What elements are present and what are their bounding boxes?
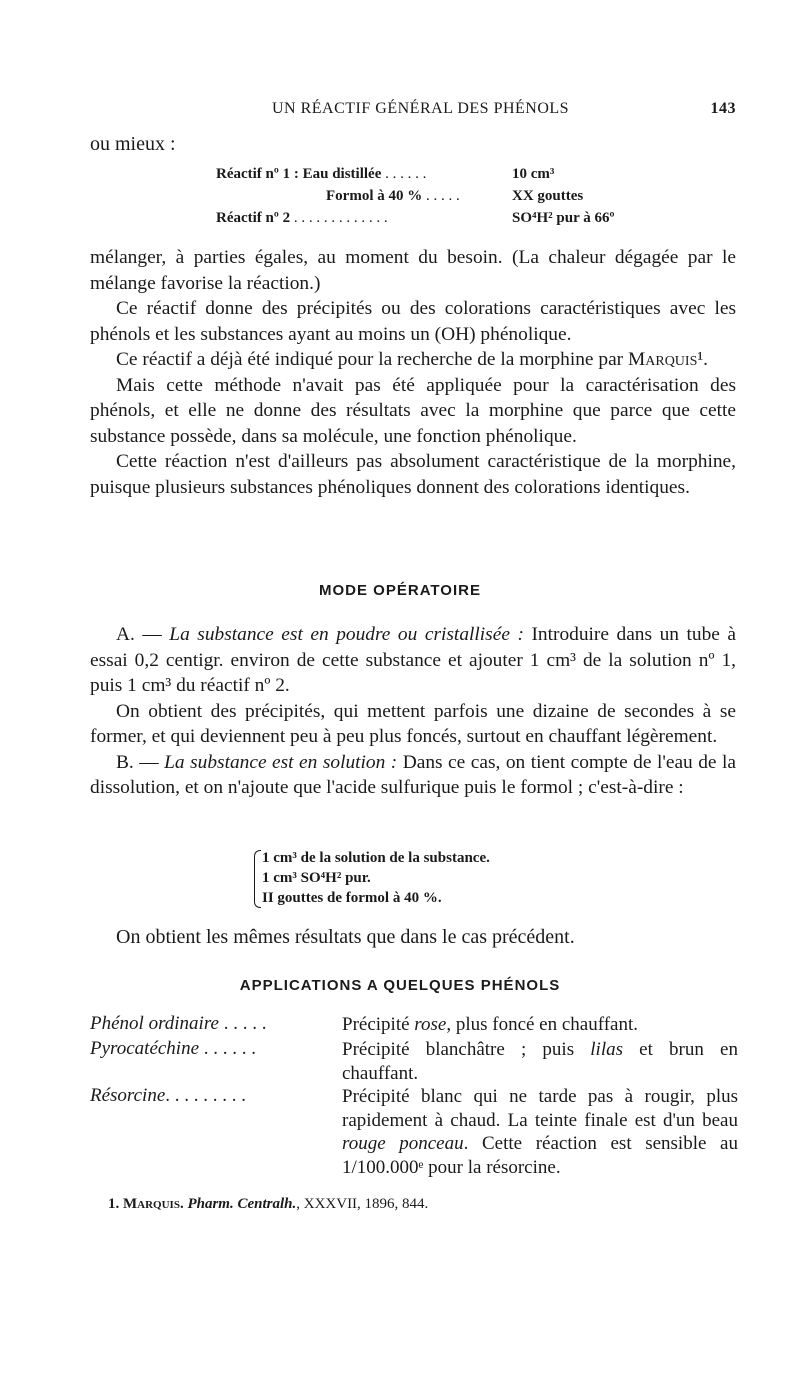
brace-item: II gouttes de formol à 40 %. xyxy=(262,890,442,906)
paragraph-text: Introduire dans un tube à essai 0,2 centigr. environ de cette substance et ajouter 1 cm³ de la solution nº 1, puis 1 cm³ du réactif nº 2. xyxy=(90,624,737,696)
reagent-label: Formol à 40 % xyxy=(326,188,423,204)
color-word: rose xyxy=(414,1014,447,1035)
paragraph-text: Ce réactif a déjà été indiqué pour la recherche de la morphine par xyxy=(116,349,624,370)
reagent-line-3 xyxy=(216,210,388,227)
brace-icon xyxy=(254,850,261,908)
reagent-label: Réactif nº 1 : Eau distillée xyxy=(216,166,382,182)
reagent-label: Réactif nº 2 xyxy=(216,210,291,226)
intro-paragraphs xyxy=(90,245,736,500)
reagent-value-3: SO⁴H² pur à 66º xyxy=(512,210,615,226)
mode-conclusion xyxy=(90,925,736,951)
paragraph: On obtient les mêmes résultats que dans le cas précédent. xyxy=(116,926,575,948)
application-name: Phénol ordinaire . . . . . xyxy=(90,1013,267,1034)
paragraph: On obtient des précipités, qui mettent parfois une dizaine de secondes à se former, et qui deviennent peu à peu plus foncés, surtout en chauffant légèrement. xyxy=(90,700,736,747)
application-name: Résorcine. . . . . . . . . xyxy=(90,1085,247,1106)
application-description: Précipité blanc qui ne tarde pas à rougir, plus rapidement à chaud. La teinte finale est d'un beau rouge ponceau. Cette réaction est sensible au 1/100.000ᵉ pour la résorcine. xyxy=(342,1086,738,1178)
footnote-ref: , XXXVII, 1896, 844. xyxy=(296,1196,429,1212)
italic-heading-a: La substance est en poudre ou cristallisée : xyxy=(169,624,524,645)
footnote-author: Marquis xyxy=(123,1196,180,1212)
color-word: lilas xyxy=(590,1039,624,1060)
reagent-line-1 xyxy=(216,166,426,183)
reagent-line-2 xyxy=(326,188,460,205)
footnote-journal: Pharm. Centralh. xyxy=(187,1196,297,1212)
brace-list xyxy=(262,848,490,908)
leader-dots: . . . . . xyxy=(422,188,460,204)
section-title-mode: MODE OPÉRATOIRE xyxy=(319,582,481,599)
paragraph-a xyxy=(90,622,736,699)
paragraph-b xyxy=(90,750,736,801)
running-title: UN RÉACTIF GÉNÉRAL DES PHÉNOLS xyxy=(272,100,570,117)
application-name: Pyrocatéchine . . . . . . xyxy=(90,1038,257,1059)
footnote-ref: ¹. xyxy=(697,349,709,370)
paragraph: Cette réaction n'est d'ailleurs pas absolument caractéristique de la morphine, puisque plusieurs substances phénoliques donnent des colorations identiques. xyxy=(90,451,736,498)
paragraph-text: Dans ce cas, on tient compte de l'eau de la dissolution, et on n'ajoute que l'acide sulfurique puis le formol ; c'est-à-dire : xyxy=(90,751,736,798)
leader-dots: . . . . . xyxy=(218,1013,267,1034)
leader-dots: . . . . . . . . . xyxy=(165,1085,247,1106)
paragraph: Mais cette méthode n'avait pas été appliquée pour la caractérisation des phénols, et elle ne donne des résultats avec la morphine que parce que cette substance possède, dans sa molécule, une fonction phénolique. xyxy=(90,374,736,447)
author-name: Marquis xyxy=(628,349,698,370)
footnote-sep: . xyxy=(179,1196,188,1212)
page-number: 143 xyxy=(710,100,736,117)
section-title-applications: APPLICATIONS A QUELQUES PHÉNOLS xyxy=(239,977,561,994)
reagent-value-2: XX gouttes xyxy=(512,188,584,204)
footnote xyxy=(108,1196,428,1213)
paragraph: Ce réactif donne des précipités ou des colorations caractéristiques avec les phénols et les substances ayant au moins un (OH) phénolique. xyxy=(90,298,736,345)
leader-dots: . . . . . . xyxy=(199,1038,257,1059)
lead-in-text: ou mieux : xyxy=(90,133,176,155)
color-word: rouge ponceau xyxy=(342,1133,464,1154)
brace-item: 1 cm³ de la solution de la substance. xyxy=(262,850,490,866)
leader-dots: . . . . . . xyxy=(381,166,427,182)
mode-paragraphs xyxy=(90,622,736,801)
label-b: B. — xyxy=(116,751,165,773)
paragraph xyxy=(90,347,736,373)
application-description: Précipité blanchâtre ; puis lilas et brun en chauffant. xyxy=(342,1039,738,1084)
paragraph: mélanger, à parties égales, au moment du besoin. (La chaleur dégagée par le mélange favorise la réaction.) xyxy=(90,247,736,294)
footnote-number: 1. xyxy=(108,1196,123,1212)
brace-item: 1 cm³ SO⁴H² pur. xyxy=(262,870,371,886)
label-a: A. — xyxy=(116,624,170,645)
italic-heading-b: La substance est en solution : xyxy=(164,751,398,773)
application-description: Précipité rose, plus foncé en chauffant. xyxy=(342,1014,639,1035)
reagent-value-1: 10 cm³ xyxy=(512,166,555,182)
leader-dots: . . . . . . . . . . . . . xyxy=(290,210,388,226)
